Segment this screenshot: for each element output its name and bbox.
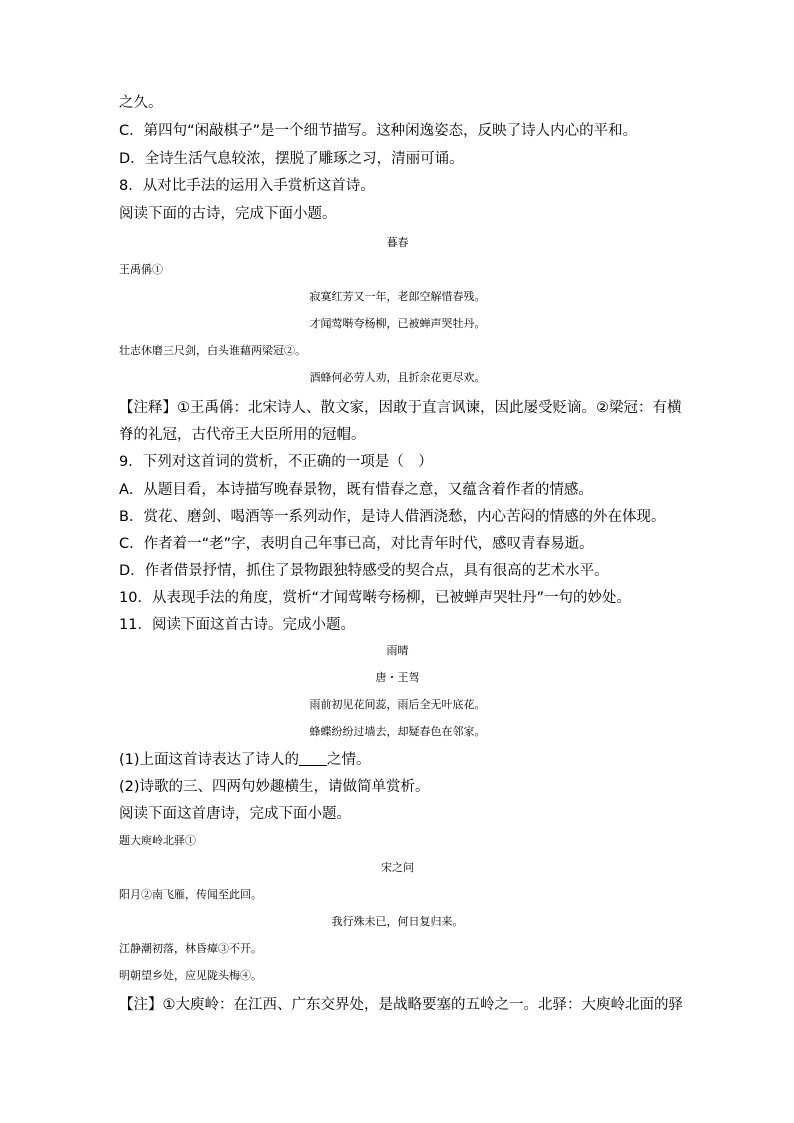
sub-question-2: (2)诗歌的三、四两句妙趣横生，请做简单赏析。 [119, 779, 430, 795]
poem-line: 我行殊未已，何日复归来。 [331, 915, 464, 928]
annotation-continued: 脊的礼冠，古代帝王大臣所用的冠帽。 [119, 427, 366, 443]
answer-blank [299, 751, 327, 766]
reading-instruction: 阅读下面这首唐诗，完成下面小题。 [119, 806, 351, 822]
annotation: 【注释】①王禹偁：北宋诗人、散文家，因敢于直言讽谏，因此屡受贬谪。②梁冠：有横 [119, 400, 682, 416]
poem-title: 雨晴 [386, 644, 409, 657]
poem-line: 寂寞红芳又一年，老郎空解惜春残。 [309, 290, 486, 303]
poem-line: 阳月②南飞雁，传闻至此回。 [119, 888, 262, 901]
question-8: 8．从对比手法的运用入手赏析这首诗。 [119, 178, 375, 194]
sub-question-1 [119, 749, 676, 771]
poem-line: 江静潮初落，林昏瘴③不开。 [119, 942, 262, 955]
option-d-line: D．全诗生活气息较浓，摆脱了雕琢之习，清丽可诵。 [119, 151, 464, 167]
option-c: C．作者着一“老”字，表明自己年事已高，对比青年时代，感叹青春易逝。 [119, 536, 594, 552]
option-a: A．从题目看，本诗描写晚春景物，既有惜春之意，又蕴含着作者的情感。 [119, 482, 593, 498]
sub-question-1-text: (1)上面这首诗表达了诗人的 [119, 752, 300, 768]
poem-line: 蜂蝶纷纷过墙去，却疑春色在邻家。 [309, 725, 486, 738]
question-10: 10．从表现手法的角度，赏析“才闻莺啭夸杨柳，已被蝉声哭牡丹”一句的妙处。 [119, 590, 631, 606]
poem-line: 酒蜂何必劳人劝，且折余花更尽欢。 [309, 371, 486, 384]
poem-title: 题大庾岭北驿① [119, 834, 196, 847]
poem-line: 雨前初见花间蕊，雨后全无叶底花。 [309, 698, 486, 711]
text-line: 之久。 [119, 95, 163, 111]
option-b: B．赏花、磨剑、喝酒等一系列动作，是诗人借酒浇愁，内心苦闷的情感的外在体现。 [119, 509, 666, 525]
poem-author: 宋之问 [381, 861, 414, 874]
question-9: 9．下列对这首词的赏析，不正确的一项是（ ） [119, 454, 433, 470]
question-11: 11．阅读下面这首古诗。完成小题。 [119, 617, 355, 633]
annotation: 【注】①大庾岭：在江西、广东交界处，是战略要塞的五岭之一。北驿：大庾岭北面的驿 [119, 997, 683, 1013]
poem-line: 壮志休磨三尺剑，白头谁藉两梁冠②。 [119, 344, 306, 357]
poem-author: 唐・王驾 [375, 671, 420, 684]
poem-title: 暮春 [386, 236, 409, 249]
poem-author: 王禹偁① [119, 263, 163, 276]
option-c-line: C．第四句“闲敲棋子”是一个细节描写。这种闲逸姿态，反映了诗人内心的平和。 [119, 123, 638, 139]
poem-line: 明朝望乡处，应见陇头梅④。 [119, 969, 262, 982]
reading-instruction: 阅读下面的古诗，完成下面小题。 [119, 206, 337, 222]
option-d: D．作者借景抒情，抓住了景物跟独特感受的契合点，具有很高的艺术水平。 [119, 563, 609, 579]
poem-line: 才闻莺啭夸杨柳，已被蝉声哭牡丹。 [309, 317, 486, 330]
sub-question-1-suffix: 之情。 [327, 752, 371, 768]
